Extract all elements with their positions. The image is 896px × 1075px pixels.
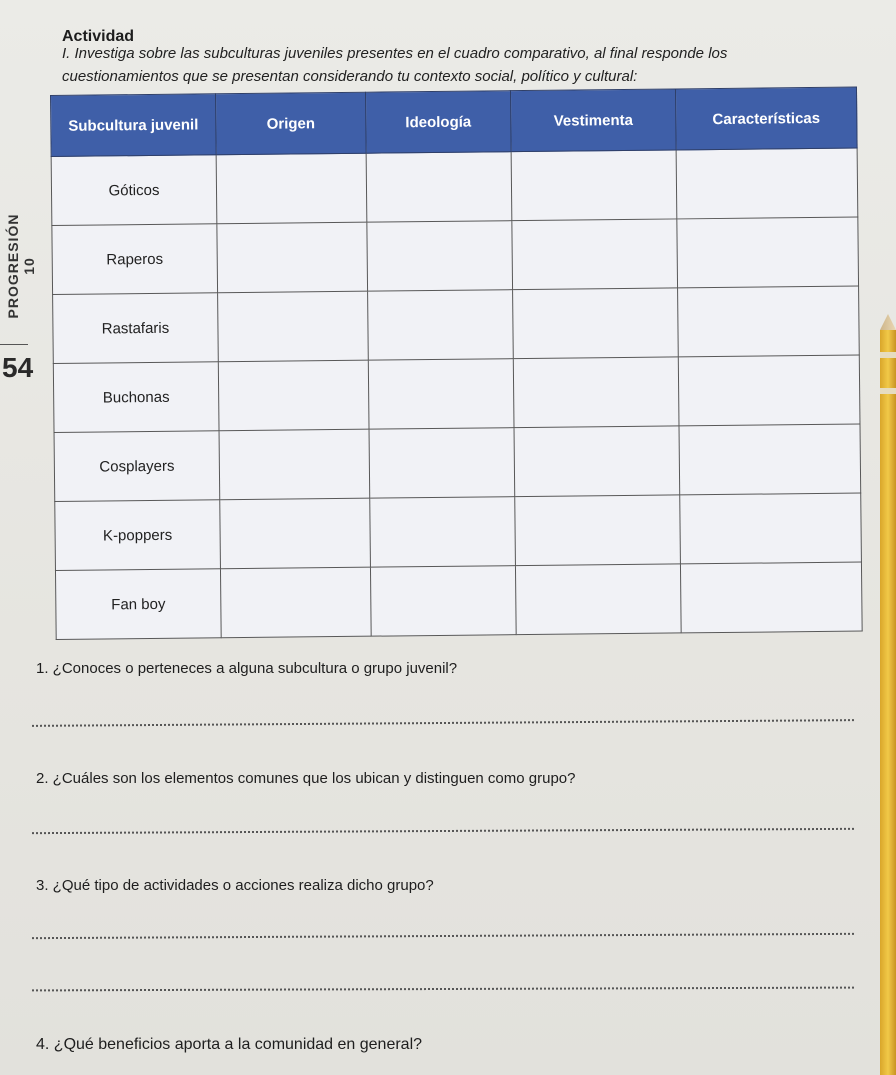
answer-line-3b[interactable] bbox=[32, 987, 854, 992]
column-header-characteristics: Características bbox=[675, 87, 857, 150]
table-row bbox=[51, 148, 858, 225]
question-4: 4. ¿Qué beneficios aporta a la comunidad en general? bbox=[36, 1036, 423, 1053]
answer-cell[interactable] bbox=[678, 286, 860, 357]
answer-cell[interactable] bbox=[366, 152, 512, 223]
row-label: K-poppers bbox=[55, 500, 221, 571]
pencil-band bbox=[880, 388, 896, 394]
table-row bbox=[53, 286, 860, 363]
row-label: Fan boy bbox=[55, 569, 221, 640]
row-label: Cosplayers bbox=[54, 431, 220, 502]
answer-cell[interactable] bbox=[216, 153, 367, 224]
section-label: PROGRESIÓN 10 bbox=[5, 213, 37, 319]
answer-line-2[interactable] bbox=[32, 828, 854, 834]
instruction-line-2: cuestionamientos que se presentan considerando tu contexto social, político y cultural: bbox=[62, 68, 638, 85]
answer-cell[interactable] bbox=[514, 426, 680, 497]
answer-cell[interactable] bbox=[515, 495, 681, 566]
answer-cell[interactable] bbox=[218, 360, 369, 431]
answer-cell[interactable] bbox=[676, 148, 858, 219]
answer-cell[interactable] bbox=[679, 424, 861, 495]
column-header-ideology: Ideología bbox=[365, 91, 511, 154]
answer-cell[interactable] bbox=[220, 567, 371, 638]
table-row bbox=[52, 217, 859, 294]
column-header-clothing: Vestimenta bbox=[510, 89, 676, 152]
activity-title: Actividad bbox=[62, 28, 135, 45]
answer-cell[interactable] bbox=[513, 288, 679, 359]
answer-cell[interactable] bbox=[511, 150, 677, 221]
comparison-table bbox=[50, 87, 863, 640]
page-number: 54 bbox=[2, 352, 34, 383]
answer-cell[interactable] bbox=[677, 217, 859, 288]
answer-cell[interactable] bbox=[369, 428, 515, 499]
row-label: Raperos bbox=[52, 224, 218, 295]
answer-cell[interactable] bbox=[370, 566, 516, 637]
table-row bbox=[55, 493, 862, 570]
pencil-band bbox=[880, 352, 896, 358]
answer-cell[interactable] bbox=[512, 219, 678, 290]
margin-divider bbox=[0, 344, 28, 345]
answer-cell[interactable] bbox=[368, 290, 514, 361]
pencil-tip bbox=[880, 314, 896, 330]
answer-cell[interactable] bbox=[515, 564, 681, 635]
answer-cell[interactable] bbox=[680, 493, 862, 564]
table-header-row bbox=[51, 87, 858, 156]
question-1: 1. ¿Conoces o perteneces a alguna subcultura o grupo juvenil? bbox=[36, 660, 458, 677]
answer-cell[interactable] bbox=[218, 291, 369, 362]
row-label: Góticos bbox=[51, 155, 217, 226]
table-row bbox=[54, 424, 861, 501]
table-row bbox=[55, 562, 862, 639]
answer-cell[interactable] bbox=[220, 498, 371, 569]
answer-cell[interactable] bbox=[680, 562, 862, 633]
instruction-line-1: I. Investiga sobre las subculturas juveniles presentes en el cuadro comparativo, al final responde los bbox=[62, 45, 728, 62]
answer-cell[interactable] bbox=[219, 429, 370, 500]
answer-cell[interactable] bbox=[367, 221, 513, 292]
answer-cell[interactable] bbox=[217, 222, 368, 293]
answer-line-1[interactable] bbox=[32, 719, 854, 727]
column-header-origin: Origen bbox=[215, 92, 366, 155]
question-3: 3. ¿Qué tipo de actividades o acciones realiza dicho grupo? bbox=[36, 877, 434, 894]
question-2: 2. ¿Cuáles son los elementos comunes que los ubican y distinguen como grupo? bbox=[36, 770, 576, 787]
row-label: Rastafaris bbox=[53, 293, 219, 364]
column-header-subculture: Subcultura juvenil bbox=[51, 94, 217, 157]
answer-cell[interactable] bbox=[678, 355, 860, 426]
answer-line-3a[interactable] bbox=[32, 933, 854, 939]
answer-cell[interactable] bbox=[513, 357, 679, 428]
answer-cell[interactable] bbox=[368, 359, 514, 430]
pencil-icon bbox=[880, 330, 896, 1075]
row-label: Buchonas bbox=[53, 362, 219, 433]
table-row bbox=[53, 355, 860, 432]
answer-cell[interactable] bbox=[370, 497, 516, 568]
